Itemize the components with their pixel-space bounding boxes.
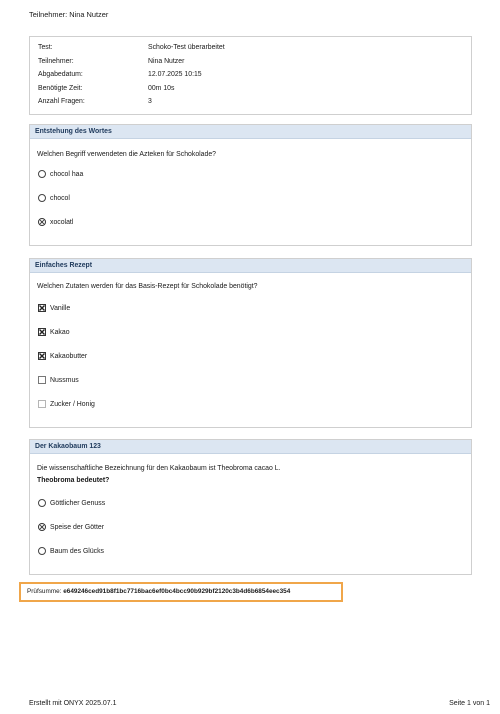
radio-unselected-icon (38, 499, 46, 507)
question-section-word-origin (29, 124, 472, 246)
radio-selected-x-icon (38, 523, 46, 531)
answer-option-label: Zucker / Honig (50, 400, 95, 408)
answer-option-label: chocol haa (50, 170, 84, 178)
checksum-box (19, 582, 343, 602)
footer-created-with: Erstellt mit ONYX 2025.07.1 (29, 700, 117, 707)
answer-option[interactable] (38, 400, 95, 408)
info-label: Abgabedatum: (38, 71, 83, 78)
question-text: Welchen Begriff verwendeten die Azteken für Schokolade? (37, 151, 217, 158)
checkbox-checked-x-icon (38, 304, 46, 312)
participant-header: Teilnehmer: Nina Nutzer (29, 10, 109, 19)
info-value: Schoko-Test überarbeitet (148, 44, 225, 51)
answer-option-selected[interactable] (38, 352, 87, 360)
answer-option-selected[interactable] (38, 218, 73, 226)
answer-option-label: Nussmus (50, 376, 79, 384)
answer-option-label: Speise der Götter (50, 523, 105, 531)
answer-option-label: Baum des Glücks (50, 547, 104, 555)
info-value: 3 (148, 98, 152, 105)
checkbox-checked-x-icon (38, 328, 46, 336)
answer-option-selected[interactable] (38, 523, 104, 531)
answer-option[interactable] (38, 376, 79, 384)
question-subtext: Theobroma bedeutet? (37, 477, 110, 484)
info-value: 00m 10s (148, 85, 175, 92)
answer-option[interactable] (38, 547, 104, 555)
answer-option-label: Kakaobutter (50, 352, 88, 360)
answer-option-selected[interactable] (38, 304, 70, 312)
checkbox-unchecked-icon (38, 400, 46, 408)
radio-unselected-icon (38, 547, 46, 555)
submission-info-box (29, 36, 472, 115)
info-label: Test: (38, 44, 53, 51)
answer-option-label: Kakao (50, 328, 70, 336)
answer-option-label: Göttlicher Genuss (50, 499, 106, 507)
checksum-label: Prüfsumme: (27, 588, 62, 595)
answer-option-label: xocolatl (50, 218, 74, 226)
info-label: Anzahl Fragen: (38, 98, 85, 105)
question-section-basic-recipe (29, 258, 472, 428)
answer-option-label: chocol (50, 194, 70, 202)
answer-option[interactable] (38, 170, 83, 178)
radio-selected-x-icon (38, 218, 46, 226)
section-title: Einfaches Rezept (30, 259, 471, 273)
question-text: Welchen Zutaten werden für das Basis-Rezept für Schokolade benötigt? (37, 283, 258, 290)
section-title: Der Kakaobaum 123 (30, 440, 471, 454)
radio-unselected-icon (38, 170, 46, 178)
section-title: Entstehung des Wortes (30, 125, 471, 139)
answer-option[interactable] (38, 194, 70, 202)
info-value: Nina Nutzer (148, 58, 185, 65)
checkbox-checked-x-icon (38, 352, 46, 360)
question-text: Die wissenschaftliche Bezeichnung für den Kakaobaum ist Theobroma cacao L. (37, 465, 281, 472)
question-section-cocoa-tree (29, 439, 472, 575)
info-label: Teilnehmer: (38, 58, 74, 65)
answer-option-label: Vanille (50, 304, 71, 312)
checksum-value: e649246ced91b8f1bc7716bac6ef0bc4bcc90b929bf2120c3b4d6b6854eec354 (63, 588, 291, 595)
answer-option[interactable] (38, 499, 105, 507)
info-value: 12.07.2025 10:15 (148, 71, 202, 78)
radio-unselected-icon (38, 194, 46, 202)
answer-option-selected[interactable] (38, 328, 70, 336)
info-label: Benötigte Zeit: (38, 85, 83, 92)
checkbox-unchecked-icon (38, 376, 46, 384)
footer-page-number: Seite 1 von 1 (449, 700, 490, 707)
